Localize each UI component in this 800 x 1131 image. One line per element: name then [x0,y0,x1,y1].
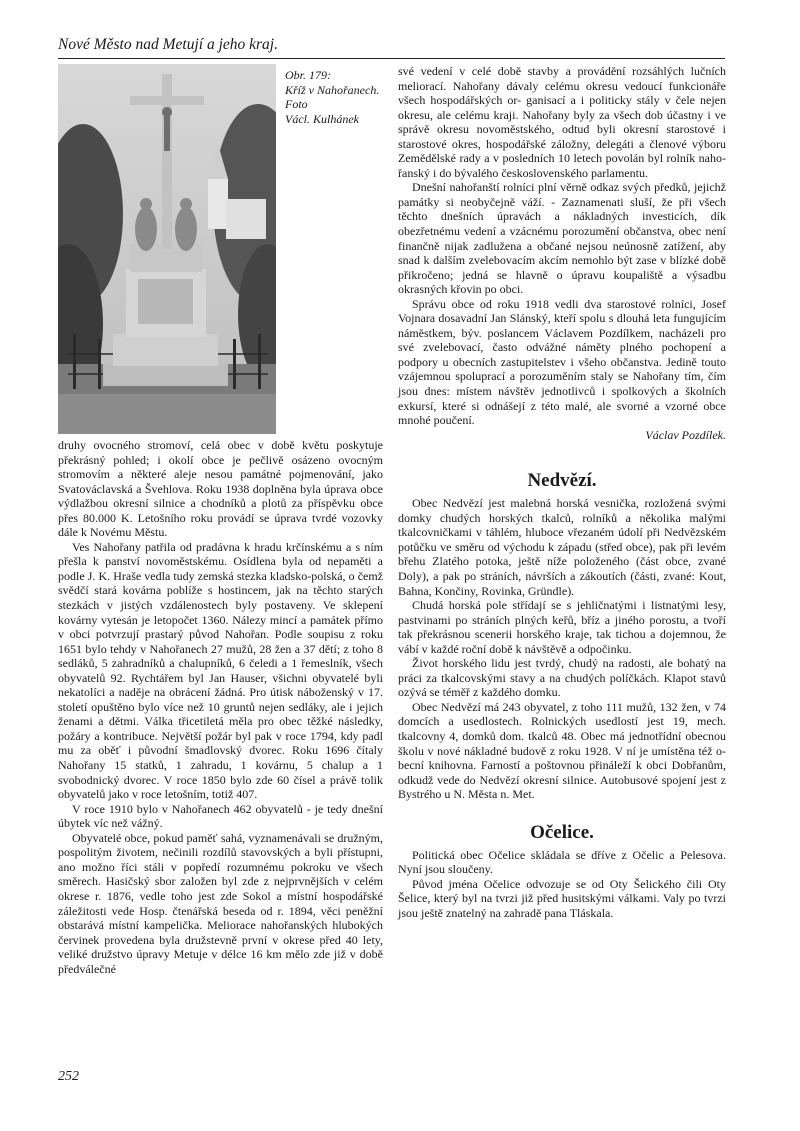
figure [58,64,383,438]
stone-cross-photo [58,64,276,434]
paragraph: Správu obce od roku 1918 vedli dva starostové rolníci, Josef Vojnara dosavadní Jan Slánský, kteří spolu s dlouhá leta fungujícím náměstkem, býv. poslancem Václavem Pozdílkem, nacházeli pro své zvelebovací, často odvážné náměty plného pochopení a podpory u obecních zastupitelstev i všeho občanstva. Jedině touto vzájemnou spoluprací a porozuměním staly se Nahořany tím, čím jsou dnes: místem návštěv jednotlivců i spolkových a školních exkursí, které si odnášejí z této malé, ale svorné a vzorné obce mnohé poučení. [398,296,726,428]
page-header [58,36,725,59]
paragraph: Obec Nedvězí má 243 obyvatel, z toho 111 mužů, 132 žen, v 74 domcích a usedlostech. Rolnických usedlostí jest 19, mech. tkalcovny 4, domků dom. tkalců 48. Obec má jednotřídní obecnou školu v nové nákladné budově z roku 1928. V ní je umístěna též o- becní knihovna. Farností a poštovnou přináleží k obci Dobřanům, odkudž vede do Nedvězí okresní silnice. Autobusové spojení jest z Bystrého u N. Města n. Met. [398,699,726,802]
paragraph: Obyvatelé obce, pokud paměť sahá, vyznamenávali se družným, pospolitým životem, nečinili rozdílů stavovských a byli přístupni, ano možno říci stáli v popředí rozumnému pokroku ve všech směrech. Hasičský sbor založen byl zde z nejprvnějších v celém okrese r. 1876, vedle toho jest zde Sokol a místní hospodářské záležitosti vede Hosp. čtenářská beseda od r. 1894, věci peněžní obstarává místní kampelička. Meliorace nahořanských hlubokých červinek provedena byla družstevně první v okrese před 40 lety, veliké družstvo úpravy Metuje v délce 16 km mělo zde již v době předválečné [58,830,383,976]
author-signature: Václav Pozdílek. [645,427,726,442]
paragraph: své vedení v celé době stavby a provádění rozsáhlých lučních meliorací. Nahořany dávaly celému okresu vedoucí funkcionáře všech hospodářských or- ganisací a i politicky stály v čele nejen okresu, ale celému kraji. Nahořany byly za všech dob účastny i ve správě okresu novoměstského, odtud byli okresní starostové i starostové okres, hospodářské záložny, delegáti a členové výboru Zemědělské rady a v posledních 10 letech povolán byl rolník naho- řanský i do bývalého československého parlamentu. [398,64,726,180]
paragraph: Život horského lidu jest tvrdý, chudý na radosti, ale bohatý na práci za tkalcovskými stavy a na chudých políčkách. Klapot stavů ozývá se téměř z každého domku. [398,656,726,700]
page-number: 252 [58,1069,79,1084]
section-title-nedvezi: Nedvězí. [527,470,597,492]
caption-line: Kříž v Nahořanech. [285,82,380,97]
paragraph: Chudá horská pole střídají se s jehličnatými i listnatými lesy, pastvinami po stráních plných keřů, bříz a jiného porostu, a tvoří tak překrásnou scenerii horského kraje, tak tichou a dojemnou, že vábí v každé roční době k návštěvě a odpočinku. [398,598,726,656]
caption-line: Foto [285,97,308,111]
paragraph: Politická obec Očelice skládala se dříve z Očelic a Pelesova. Nyní jsou sloučeny. [398,847,726,877]
caption-line: Obr. 179: [285,68,332,82]
stone-cross-monument-icon [58,64,276,434]
section-title-ocelice: Očelice. [530,821,594,843]
paragraph: Původ jména Očelice odvozuje se od Oty Šelického čili Oty Šelice, který byl na tvrzi již před husitskými válkami. Valy po tvrzi jsou ještě znatelný na zahradě pana Tláskala. [398,876,726,920]
paragraph: Dnešní nahořanští rolníci plní věrně odkaz svých předků, jejichž památky si neobyčejně váží. - Zaznamenati sluší, že při všech těchto dnešních úpravách a nákladných investicích, dík obezřetnému vedení a vzácnému porozumění občanstva, obec není finančně nijak zadlužena a občané nejsou neúnosně zatížení, aby snad k dalším zvelebovacím akcím nemohlo být zase v blízké době přikročeno; jedná se hlavně o úpravu koupaliště a výsadbu okrasných křovin po obci. [398,180,726,297]
left-column [58,64,383,976]
right-column [398,64,726,920]
paragraph: Obec Nedvězí jest malebná horská vesnička, rozložená svými domky chudých horských tkalců, rolníků a několika malými tkalcovničkami v táhlém, hluboce vřezaném údolí při Nedvězském potůčku ve směru od východu k západu (střed obce), pak při levém břehu Zlatého potoka, ještě níže položeného (část obce, zvané Doly), a pak po stráních, návrších a zákoutích (části, zvané: Kout, Bahna, Končiny, Rovinka, Gründle). [398,496,726,598]
paragraph: druhy ovocného stromoví, celá obec v době květu poskytuje překrásný pohled; i okolí obce je pečlivě osázeno ovocným stromovím a některé aleje nesou památné pojmenování, jako Svatováclavská a Švehlova. Roku 1938 doplněna byla úprava obce výdlažbou okresní silnice a chodníků a plotů za příspěvku obce přes 80.000 K. Letošního roku provádí se úprava tvrdé vozovky dále k Novému Městu. [58,438,383,540]
caption-line: Václ. Kulhánek [285,111,359,126]
paragraph: Ves Nahořany patřila od pradávna k hradu krčínskému a s ním přešla k panství novoměstskému. Osídlena byla od nepaměti a podle J. K. Hraše vedla tudy zemská stezka kladsko-polská, o čemž svědčí stará kovárna poblíže s hostincem, jak na těchto starých stezkách v jistých vzdálenostech byly postaveny. Ve sklepení kovárny vytesán je letopočet 1360. Nálezy mincí a památek přímo v obci potvrzují prastarý původ Nahořan. Podle soupisu z roku 1651 bylo tehdy v Nahořanech 27 mužů, 28 žen a 37 dětí; z toho 8 sedláků, 5 zahradníků a chalupníků, 6 čeledi a 1 řemeslník, všech obyvatelů 92. Rychtářem byl Jan Hauser, všichni obyvatelé byli nekatolíci a naděje na obrácení žádná. Pro útisk náboženský v 17. století opuštěno bylo více než 10 gruntů nejen sedláky, ale i jejich ženami a dětmi. Válka třicetiletá měla pro obec těžké následky, požáry a kontribuce. Největší požár byl pak v roce 1794, kdy padl mu za oběť i původní šmadlovský dvorec. Roku 1696 čítaly Nahořany 15 statků, 1 zahradu, 1 kovárnu, 5 chalup a 1 svobodnický dvorec. V roce 1850 bylo zde 60 čísel a právě tolik obyvatelů jako v roce letošním, totiž 407. [58,539,383,802]
page-header-title: Nové Město nad Metují a jeho kraj. [58,36,278,53]
figure-caption [285,68,385,126]
paragraph: V roce 1910 bylo v Nahořanech 462 obyvatelů - je tedy dnešní úbytek víc než vážný. [58,801,383,831]
